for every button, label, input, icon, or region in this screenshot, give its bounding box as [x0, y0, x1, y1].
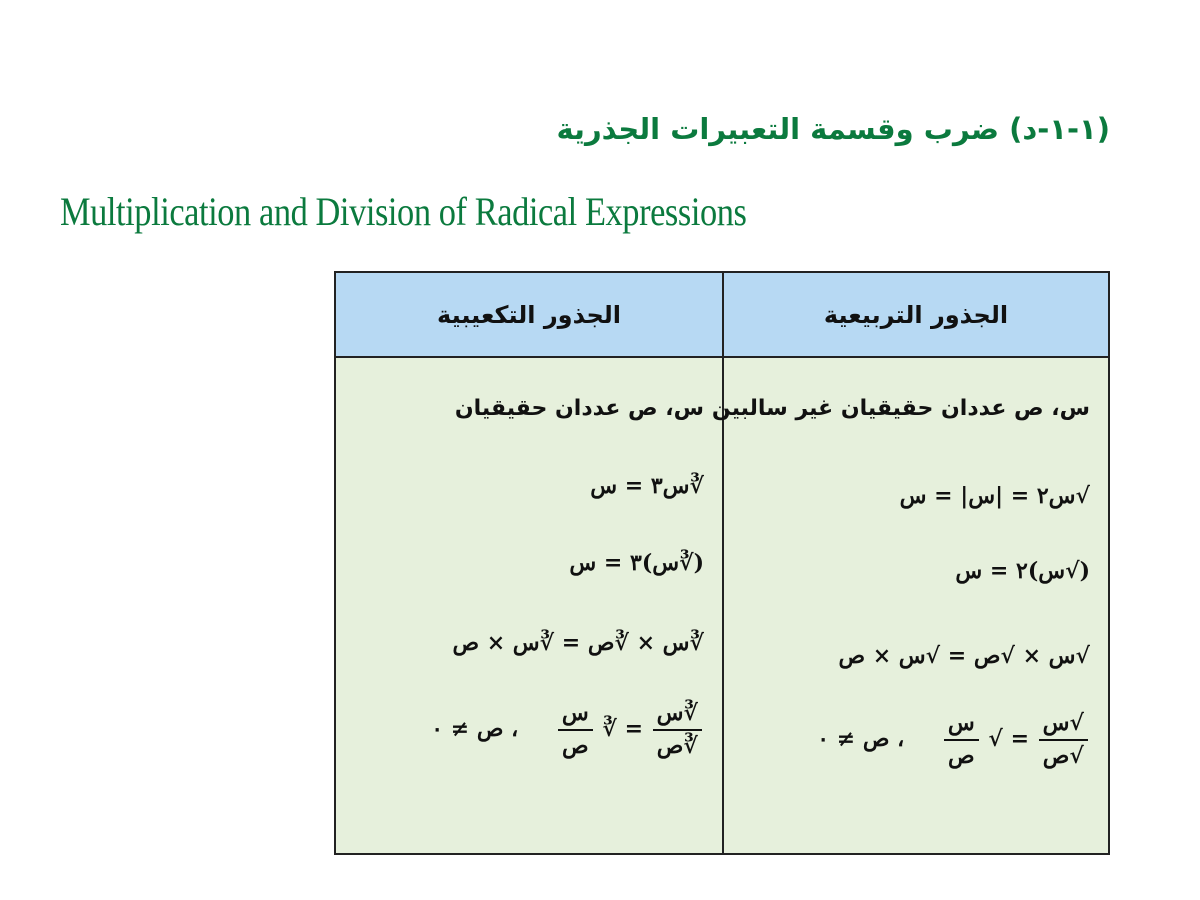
square-rule-1: √س٢ = |س| = س — [899, 483, 1090, 509]
section-title-english: Multiplication and Division of Radical Expressions — [60, 189, 747, 234]
square-roots-cell — [711, 358, 1108, 853]
square-condition: س، ص عددان حقيقيان غير سالبين — [711, 396, 1090, 421]
cube-rule-3: ∛س × ∛ص = ∛س × ص — [452, 630, 704, 656]
header-label-cube-roots: الجذور التكعيبية — [437, 300, 621, 329]
cube-roots-cell — [336, 358, 724, 853]
section-title-arabic: (١-١-د) ضرب وقسمة التعبيرات الجذرية — [556, 112, 1110, 146]
square-rule-4: $\frac{\text{√س}}{\text{√ص}}$ = √ $\frac{\text{س}}{\text{ص}}$ ، ص ≠ ٠ — [817, 708, 1090, 772]
cube-condition: س، ص عددان حقيقيان — [454, 396, 704, 421]
table-header-row — [336, 273, 1108, 358]
cube-rule-4-lhs-fraction: $\frac{\text{∛س}}{\text{∛ص}}$ — [653, 698, 702, 762]
cube-rule-4-rhs-fraction: $\frac{\text{س}}{\text{ص}}$ — [558, 698, 593, 762]
square-rule-4-lhs-fraction: $\frac{\text{√س}}{\text{√ص}}$ — [1039, 708, 1088, 772]
radical-rules-table — [334, 271, 1110, 855]
header-cell-cube-roots — [336, 273, 724, 356]
cube-rule-4: $\frac{\text{∛س}}{\text{∛ص}}$ = ∛ $\frac{\text{س}}{\text{ص}}$ ، ص ≠ ٠ — [431, 698, 704, 762]
header-cell-square-roots — [724, 273, 1108, 356]
header-label-square-roots: الجذور التربيعية — [823, 300, 1009, 329]
square-rule-4-rhs-fraction: $\frac{\text{س}}{\text{ص}}$ — [944, 708, 979, 772]
table-body-row — [336, 358, 1108, 853]
cube-rule-1: ∛س٣ = س — [590, 473, 704, 499]
cube-rule-2: (∛س)٣ = س — [569, 550, 704, 576]
square-rule-3: √س × √ص = √س × ص — [838, 643, 1090, 669]
square-rule-2: (√س)٢ = س — [955, 558, 1090, 584]
